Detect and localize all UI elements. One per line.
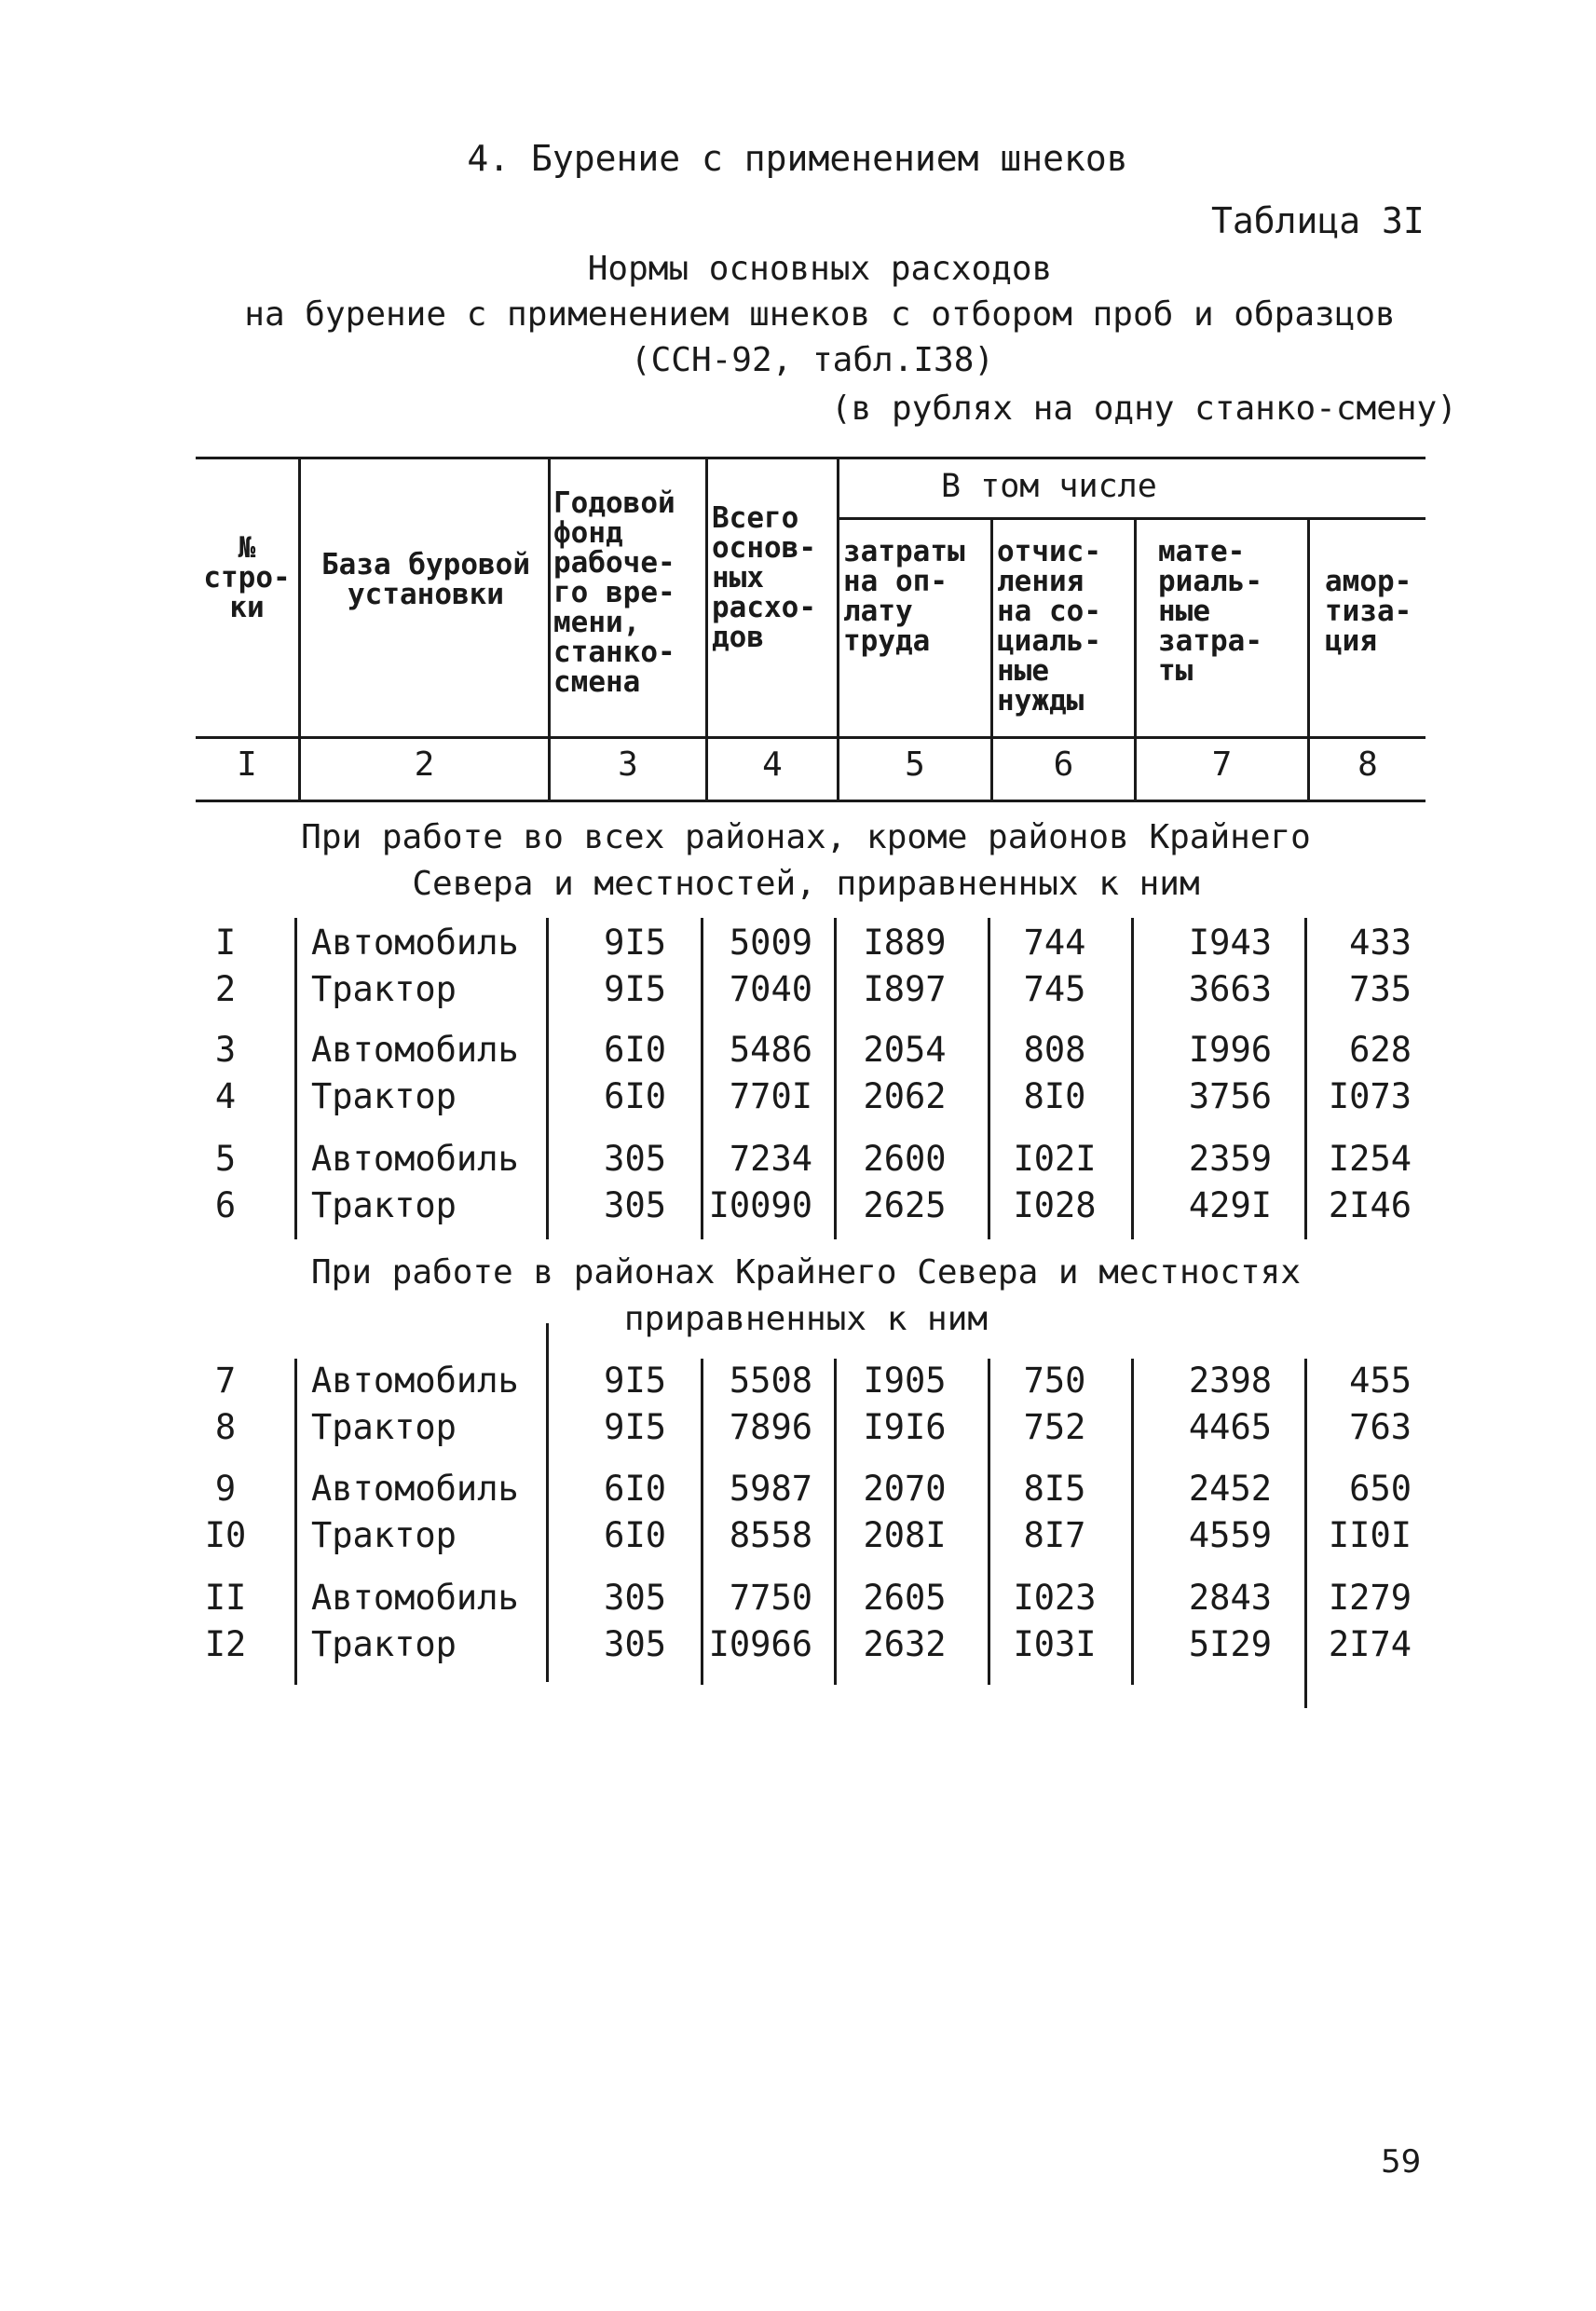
cell-total-costs: 5508 [729,1361,812,1401]
caption-line-3: (ССН-92, табл.I38) [630,341,995,379]
cell-row-number: I [214,923,237,963]
col-number-7: 7 [1211,745,1233,784]
cell-material-costs: I943 [1188,923,1272,963]
cell-labor-costs: 2600 [863,1139,947,1179]
col-number-4: 4 [762,745,783,784]
header-col-labor-costs: затраты на оп- лату труда [843,535,965,658]
cell-depreciation: 763 [1349,1407,1412,1447]
cell-labor-costs: 2054 [863,1030,947,1070]
section-2-title-line-1: При работе в районах Крайнего Севера и местностях [310,1253,1302,1292]
cell-labor-costs: I889 [863,923,947,963]
cell-material-costs: 3756 [1188,1076,1272,1116]
body-vline [294,918,297,1239]
cell-labor-costs: 2625 [863,1185,947,1225]
cell-material-costs: I996 [1188,1030,1272,1070]
cell-social-contributions: I02I [1013,1139,1097,1179]
col-number-6: 6 [1053,745,1074,784]
table-number: Таблица 3I [1211,200,1425,241]
cell-total-costs: 5486 [729,1030,812,1070]
header-col-social-contributions: отчис- ления на со- циаль- ные нужды [997,535,1101,718]
cell-total-costs: 7234 [729,1139,812,1179]
col-number-5: 5 [905,745,925,784]
header-bottom-rule [196,736,1425,739]
cell-depreciation: 2I46 [1328,1185,1412,1225]
col-number-2: 2 [414,745,435,784]
cell-rig-base: Автомобиль [311,1139,519,1179]
cell-row-number: 3 [214,1030,237,1070]
cell-total-costs: I0090 [708,1185,812,1225]
cell-annual-fund: 6I0 [604,1515,666,1555]
section-2-title-line-2: приравненных к ним [623,1300,989,1338]
cell-depreciation: I073 [1328,1076,1412,1116]
cell-annual-fund: 9I5 [604,1407,666,1447]
cell-row-number: 5 [214,1139,237,1179]
cell-annual-fund: 6I0 [604,1030,666,1070]
cell-annual-fund: 9I5 [604,1361,666,1401]
cell-annual-fund: 6I0 [604,1469,666,1509]
cell-social-contributions: 750 [1023,1361,1086,1401]
col-number-3: 3 [618,745,638,784]
cell-total-costs: 7040 [729,969,812,1009]
cell-rig-base: Трактор [311,1515,457,1555]
cell-labor-costs: I897 [863,969,947,1009]
cell-labor-costs: 208I [863,1515,947,1555]
cell-total-costs: 7750 [729,1578,812,1618]
cell-annual-fund: 6I0 [604,1076,666,1116]
section-heading: 4. Бурение с применением шнеков [467,138,1128,179]
cell-depreciation: 455 [1349,1361,1412,1401]
body-vline [988,918,990,1239]
cell-social-contributions: 808 [1023,1030,1086,1070]
cell-social-contributions: I028 [1013,1185,1097,1225]
caption-line-1: Нормы основных расходов [587,250,1053,288]
cell-labor-costs: 2632 [863,1624,947,1664]
cell-row-number: I2 [204,1624,247,1664]
cell-row-number: I0 [204,1515,247,1555]
col-number-1: I [237,745,257,784]
cell-total-costs: 7896 [729,1407,812,1447]
cell-row-number: 4 [214,1076,237,1116]
cell-row-number: 7 [214,1361,237,1401]
cell-labor-costs: I9I6 [863,1407,947,1447]
cell-annual-fund: 305 [604,1139,666,1179]
cell-material-costs: 2452 [1188,1469,1272,1509]
cell-social-contributions: 8I0 [1023,1076,1086,1116]
cell-depreciation: I254 [1328,1139,1412,1179]
col-number-8: 8 [1357,745,1378,784]
header-col-material-costs: мате- риаль- ные затра- ты [1158,535,1262,688]
cell-depreciation: I279 [1328,1578,1412,1618]
cell-material-costs: 2359 [1188,1139,1272,1179]
cell-social-contributions: 752 [1023,1407,1086,1447]
cell-rig-base: Автомобиль [311,1469,519,1509]
section-1-title-line-2: Севера и местностей, приравненных к ним [412,865,1200,903]
cell-material-costs: 5I29 [1188,1624,1272,1664]
cell-row-number: 2 [214,969,237,1009]
cell-social-contributions: 8I5 [1023,1469,1086,1509]
cell-material-costs: 2398 [1188,1361,1272,1401]
body-vline [988,1359,990,1685]
cell-labor-costs: I905 [863,1361,947,1401]
numbers-bottom-rule [196,800,1425,802]
cell-depreciation: II0I [1328,1515,1412,1555]
body-vline [834,918,837,1239]
cell-depreciation: 628 [1349,1030,1412,1070]
cell-depreciation: 433 [1349,923,1412,963]
header-col-total-costs: Всего основ- ных расхо- дов [712,501,816,654]
cell-total-costs: I0966 [708,1624,812,1664]
cell-rig-base: Трактор [311,1185,457,1225]
cell-rig-base: Автомобиль [311,923,519,963]
cell-total-costs: 770I [729,1076,812,1116]
body-vline [294,1359,297,1685]
cell-row-number: 8 [214,1407,237,1447]
cell-row-number: II [204,1578,247,1618]
cell-total-costs: 5009 [729,923,812,963]
cell-row-number: 6 [214,1185,237,1225]
cell-material-costs: 2843 [1188,1578,1272,1618]
page-number: 59 [1381,2143,1422,2181]
table-top-rule [196,457,1425,459]
body-vline [1131,918,1134,1239]
cell-labor-costs: 2070 [863,1469,947,1509]
cell-rig-base: Трактор [311,1076,457,1116]
header-col-annual-fund: Годовой фонд рабоче- го вре- мени, станко- смена [553,486,675,699]
section-1-title-line-1: При работе во всех районах, кроме районов Крайнего [301,818,1311,856]
header-in-total: В том числе [941,468,1157,505]
cell-rig-base: Автомобиль [311,1030,519,1070]
cell-social-contributions: 8I7 [1023,1515,1086,1555]
cell-social-contributions: 745 [1023,969,1086,1009]
header-col-depreciation: амор- тиза- ция [1325,565,1412,658]
cell-annual-fund: 305 [604,1578,666,1618]
cell-annual-fund: 9I5 [604,923,666,963]
cell-material-costs: 3663 [1188,969,1272,1009]
cell-material-costs: 429I [1188,1185,1272,1225]
cell-rig-base: Трактор [311,969,457,1009]
cell-rig-base: Трактор [311,1407,457,1447]
cell-social-contributions: 744 [1023,923,1086,963]
cell-annual-fund: 305 [604,1624,666,1664]
cell-social-contributions: I023 [1013,1578,1097,1618]
cell-row-number: 9 [214,1469,237,1509]
cell-rig-base: Трактор [311,1624,457,1664]
caption-unit: (в рублях на одну станко-смену) [831,390,1457,428]
cell-labor-costs: 2605 [863,1578,947,1618]
subheader-rule [839,517,1425,520]
header-col-rig-base: База буровой установки [321,548,530,611]
cell-depreciation: 735 [1349,969,1412,1009]
cell-annual-fund: 9I5 [604,969,666,1009]
cell-depreciation: 2I74 [1328,1624,1412,1664]
cell-labor-costs: 2062 [863,1076,947,1116]
body-vline [1131,1359,1134,1685]
cell-total-costs: 8558 [729,1515,812,1555]
caption-line-2: на бурение с применением шнеков с отбором проб и образцов [244,295,1396,334]
body-vline [834,1359,837,1685]
cell-total-costs: 5987 [729,1469,812,1509]
cell-rig-base: Автомобиль [311,1578,519,1618]
cell-rig-base: Автомобиль [311,1361,519,1401]
cell-material-costs: 4559 [1188,1515,1272,1555]
cell-annual-fund: 305 [604,1185,666,1225]
cell-social-contributions: I03I [1013,1624,1097,1664]
cell-depreciation: 650 [1349,1469,1412,1509]
header-col-row-number: № стро- ки [203,531,291,624]
cell-material-costs: 4465 [1188,1407,1272,1447]
